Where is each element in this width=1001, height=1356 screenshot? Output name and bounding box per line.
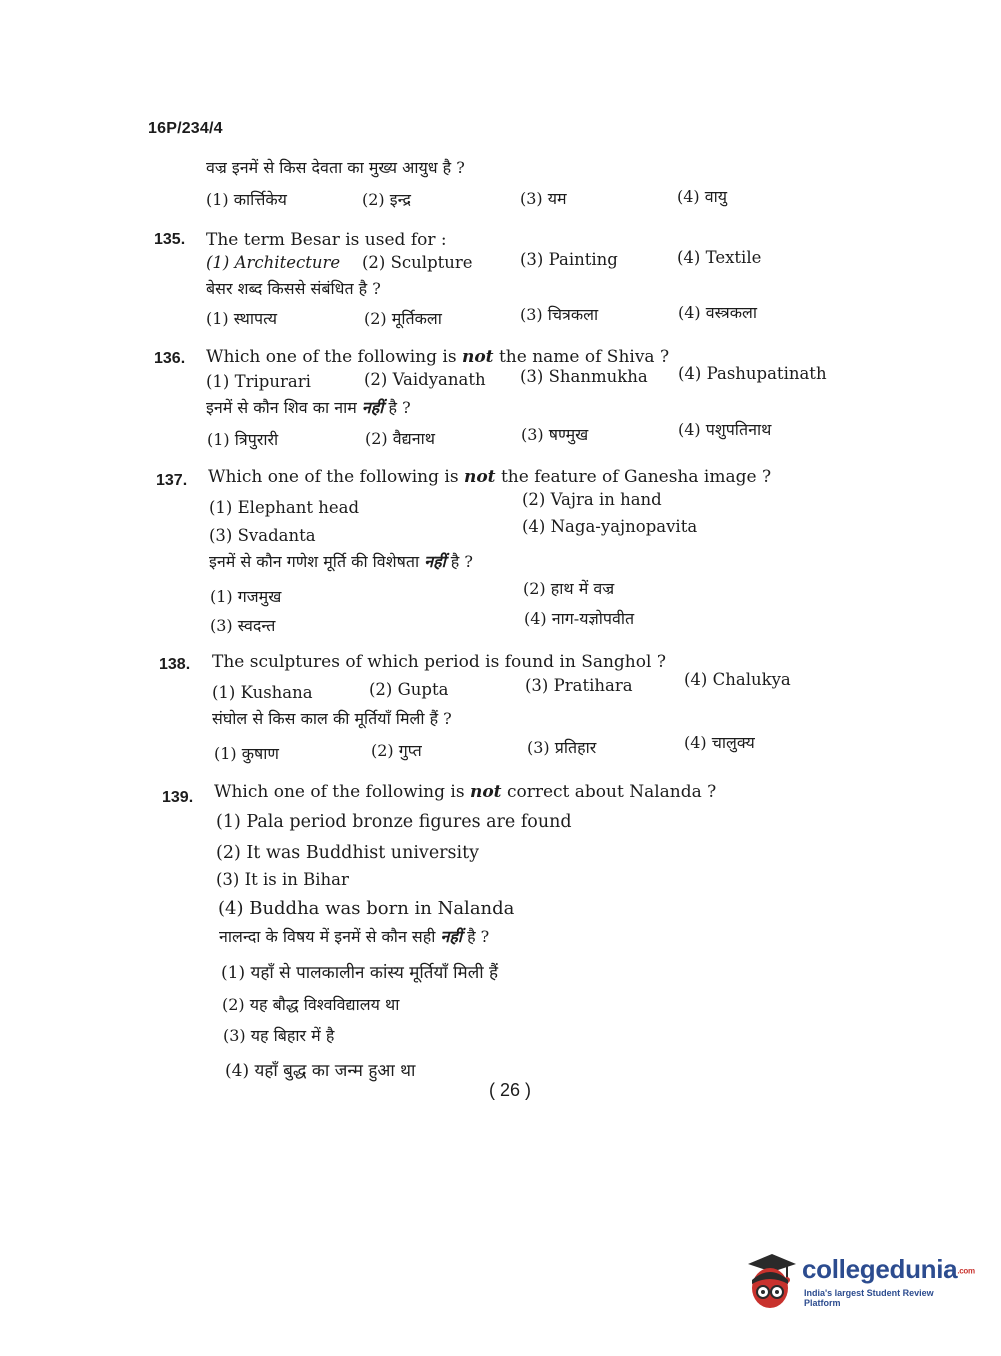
question-136-option-4-en: (4) Pashupatinath [678,364,827,383]
question-139-option-4-hi: (4) यहाँ बुद्ध का जन्म हुआ था [225,1061,416,1081]
logo-brand-suffix: .com [957,1266,975,1276]
question-138-option-2-hi: (2) गुप्त [371,741,422,760]
question-139-option-2-hi: (2) यह बौद्ध विश्वविद्यालय था [222,995,400,1014]
question-number-136: 136. [154,350,186,367]
question-135-option-2-hi: (2) मूर्तिकला [364,309,442,328]
question-number-139: 139. [162,789,194,806]
question-137-option-3-en: (3) Svadanta [209,526,316,545]
question-135-option-2-en: (2) Sculpture [362,253,473,272]
carryover-option-2-hi: (2) इन्द्र [362,190,412,209]
collegedunia-logo [742,1250,975,1314]
question-139-text-hi [219,925,489,947]
question-136-text-en-post: the name of Shiva ? [493,347,670,367]
question-136-emphasis-hi: नहीं [361,398,384,417]
question-139-emphasis-hi: नहीं [440,927,462,946]
question-139-text-en [214,781,716,803]
question-136-option-3-en: (3) Shanmukha [520,367,648,386]
question-137-option-1-en: (1) Elephant head [209,498,360,517]
question-137-text-en-pre: Which one of the following is [208,467,464,487]
question-138-text-hi: संघोल से किस काल की मूर्तियाँ मिली हैं ? [212,709,452,728]
question-138-text-en: The sculptures of which period is found in Sanghol ? [212,652,666,672]
question-139-option-3-hi: (3) यह बिहार में है [223,1026,335,1045]
question-137-emphasis-hi: नहीं [424,552,446,571]
question-137-option-4-en: (4) Naga-yajnopavita [522,517,698,536]
question-136-text-hi-post: है ? [383,398,411,417]
question-135-option-4-hi: (4) वस्त्रकला [678,303,757,322]
question-139-text-en-pre: Which one of the following is [214,782,470,802]
question-138-option-2-en: (2) Gupta [369,680,449,699]
question-number-137: 137. [156,472,188,489]
question-137-option-4-hi: (4) नाग-यज्ञोपवीत [524,609,635,628]
question-137-option-3-hi: (3) स्वदन्त [210,616,276,635]
question-139-option-1-en: (1) Pala period bronze figures are found [216,812,572,832]
question-135-text-en: The term Besar is used for : [206,230,447,250]
question-139-option-1-hi: (1) यहाँ से पालकालीन कांस्य मूर्तियाँ मिली हैं [221,963,499,983]
carryover-option-1-hi: (1) कार्त्तिकेय [206,190,287,209]
question-137-text-en [208,466,771,488]
question-139-text-en-post: correct about Nalanda ? [501,782,717,802]
question-138-option-4-en: (4) Chalukya [684,670,791,689]
question-135-option-1-en: (1) Architecture [206,253,341,272]
question-138-option-3-en: (3) Pratihara [525,676,633,695]
question-137-option-2-en: (2) Vajra in hand [522,490,662,509]
question-138-option-1-hi: (1) कुषाण [214,744,279,763]
question-138-option-1-en: (1) Kushana [212,683,313,702]
question-136-text-hi [206,396,411,418]
question-number-138: 138. [159,656,191,673]
question-136-option-1-hi: (1) त्रिपुरारी [207,430,279,449]
question-139-text-hi-post: है ? [462,927,490,946]
question-137-option-2-hi: (2) हाथ में वज्र [523,579,615,598]
question-135-text-hi: बेसर शब्द किससे संबंधित है ? [206,279,381,298]
question-135-option-1-hi: (1) स्थापत्य [206,309,278,328]
question-135-option-4-en: (4) Textile [677,248,762,267]
carryover-option-3-hi: (3) यम [520,189,567,208]
question-135-option-3-hi: (3) चित्रकला [520,305,599,324]
question-139-emphasis-en: not [469,782,502,802]
question-139-option-2-en: (2) It was Buddhist university [216,843,480,863]
carryover-option-4-hi: (4) वायु [677,187,728,206]
question-136-option-4-hi: (4) पशुपतिनाथ [678,420,772,439]
question-136-text-en [206,346,669,368]
question-137-text-hi-pre: इनमें से कौन गणेश मूर्ति की विशेषता [209,552,425,571]
question-138-option-3-hi: (3) प्रतिहार [527,738,597,757]
carryover-question-hi: वज्र इनमें से किस देवता का मुख्य आयुध है ? [206,158,465,177]
page-number: ( 26 ) [489,1080,532,1100]
question-136-option-2-hi: (2) वैद्यनाथ [365,429,435,448]
question-number-135: 135. [154,231,186,248]
question-137-emphasis-en: not [463,467,496,487]
question-137-text-hi-post: है ? [445,552,473,571]
question-137-text-hi [209,550,473,572]
question-136-text-hi-pre: इनमें से कौन शिव का नाम [206,398,362,417]
question-136-option-2-en: (2) Vaidyanath [364,370,486,389]
question-136-option-1-en: (1) Tripurari [206,372,311,391]
question-137-option-1-hi: (1) गजमुख [210,587,282,606]
logo-brand [802,1254,975,1285]
logo-brand-text: collegedunia [802,1254,958,1284]
question-135-option-3-en: (3) Painting [520,250,618,269]
question-136-text-en-pre: Which one of the following is [206,347,462,367]
question-139-option-3-en: (3) It is in Bihar [216,870,349,889]
question-137-text-en-post: the feature of Ganesha image ? [495,467,772,487]
question-139-option-4-en: (4) Buddha was born in Nalanda [218,898,515,919]
question-136-emphasis-en: not [461,347,494,367]
logo-tagline: India's largest Student Review Platform [804,1288,934,1308]
paper-code: 16P/234/4 [148,120,223,137]
question-138-option-4-hi: (4) चालुक्य [684,733,755,752]
question-136-option-3-hi: (3) षण्मुख [521,425,589,444]
mascot-icon [742,1250,802,1314]
question-139-text-hi-pre: नालन्दा के विषय में इनमें से कौन सही [219,927,441,946]
